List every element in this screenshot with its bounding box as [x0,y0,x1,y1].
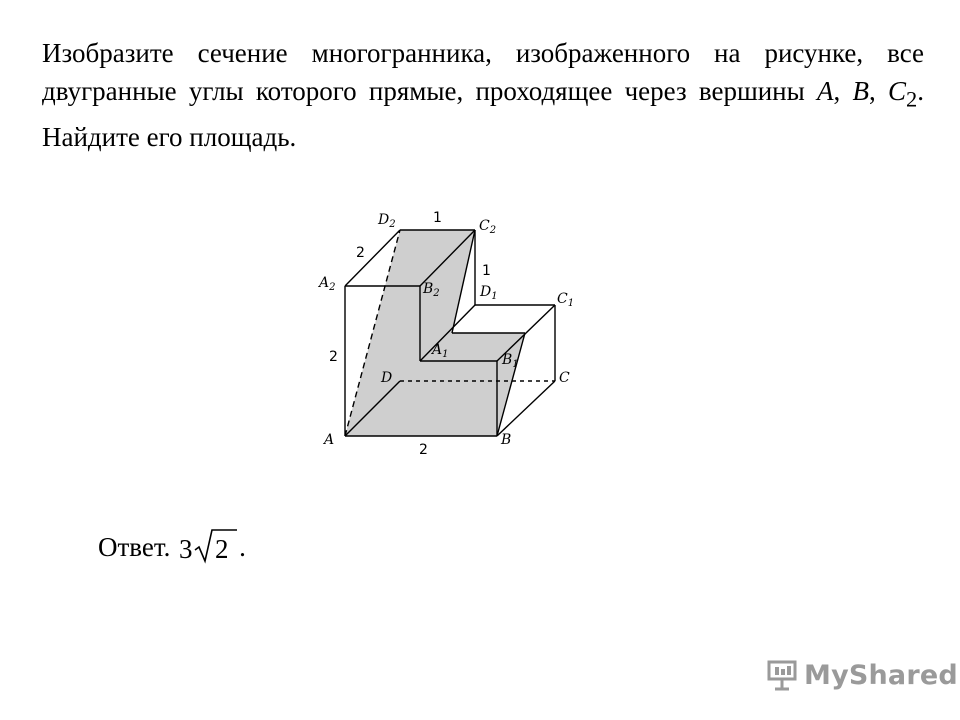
label-b2: $B_2$ [423,281,440,299]
label-d1: $D_1$ [480,284,498,302]
answer-coef: 3 [179,534,193,564]
problem-text: Изобразите сечение многогранника, изображенного на рисунке, все двугранные углы которого прямые, проходящее через вершины [42,38,924,106]
polyhedron-figure [300,195,600,465]
dim-left-vertical: 2 [329,349,338,365]
label-c: C [559,370,570,386]
label-b1: $B_1$ [502,352,519,370]
answer [98,526,246,567]
answer-radicand: 2 [215,534,229,564]
answer-period: . [239,532,246,562]
label-d: D [381,370,393,386]
dim-left-top: 2 [356,245,365,261]
label-a2: $A_2$ [319,275,336,293]
label-b: B [501,432,512,448]
answer-formula [177,526,239,566]
label-c1: $C_1$ [557,291,575,309]
dim-bottom: 2 [419,442,428,458]
dim-right-vertical: 1 [482,263,491,279]
point-c2: C [888,76,907,106]
point-b: B [852,76,870,106]
label-a: A [324,432,335,448]
dim-top-edge: 1 [433,210,442,226]
problem-text-end: . Найдите его площадь. [42,76,925,153]
label-d2: $D_2$ [378,212,396,230]
problem-statement [42,34,924,156]
label-c2: $C_2$ [479,218,497,236]
separator: , [833,76,853,106]
label-a1: $A_1$ [432,342,449,360]
myshared-logo [766,655,958,695]
separator: , [869,76,889,106]
logo-text: MyShared [804,659,958,691]
point-c2-sub: 2 [906,86,918,112]
answer-label: Ответ. [98,532,171,562]
projector-screen-icon [766,659,798,691]
point-a: A [817,76,834,106]
